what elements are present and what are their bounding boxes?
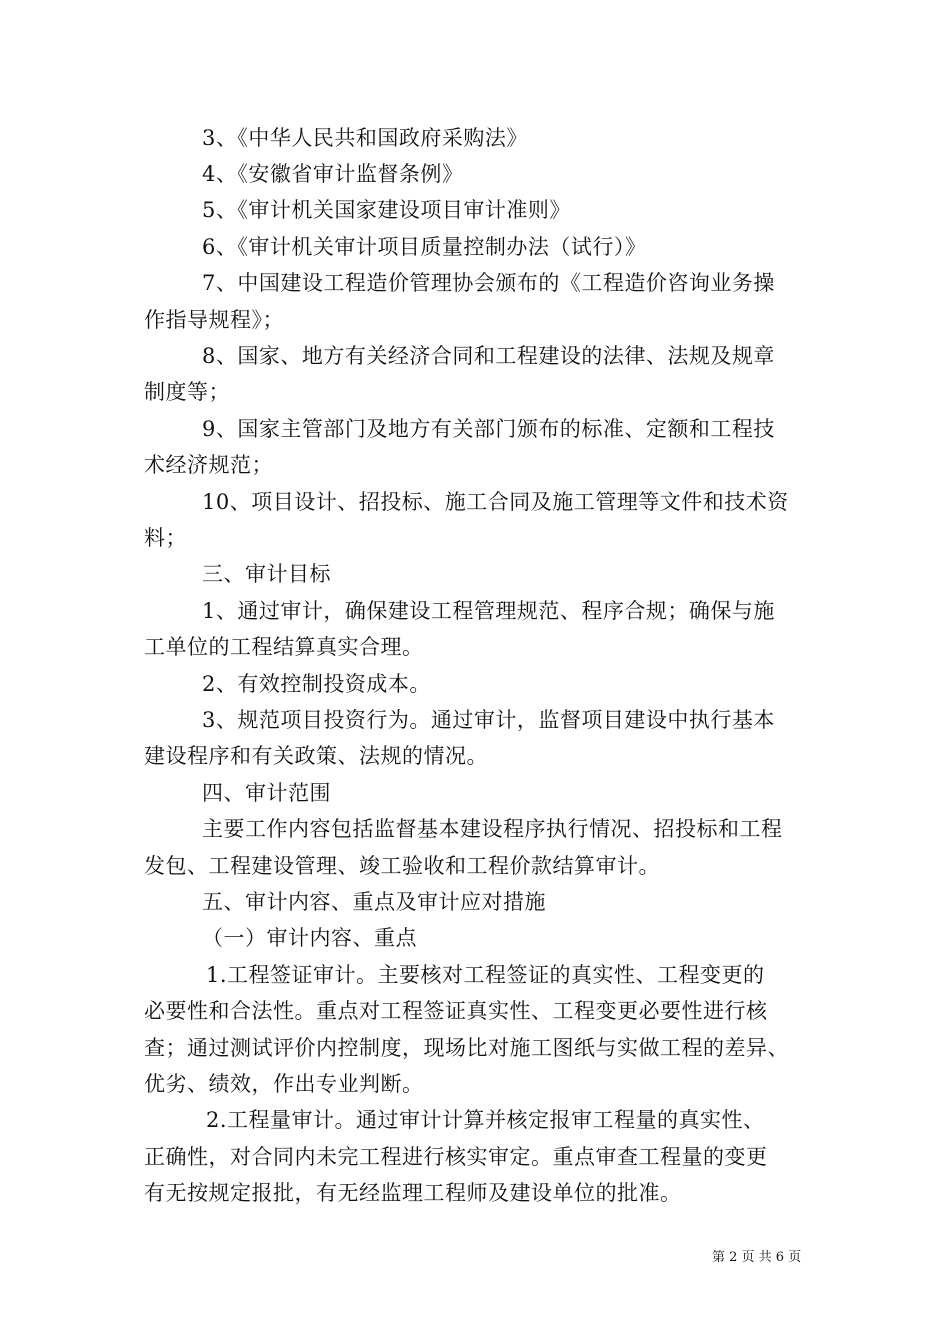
- law-item-7-line1: 7、中国建设工程造价管理协会颁布的《工程造价咨询业务操: [202, 271, 775, 295]
- section-heading-audit-content: 五、审计内容、重点及审计应对措施: [202, 890, 546, 914]
- goal-1-line2: 工单位的工程结算真实合理。: [144, 635, 424, 659]
- law-item-4: 4、《安徽省审计监督条例》: [202, 162, 464, 186]
- law-item-8-line1: 8、国家、地方有关经济合同和工程建设的法律、法规及规章: [202, 344, 775, 368]
- law-item-9-line2: 术经济规范；: [144, 453, 273, 477]
- goal-1-line1: 1、通过审计，确保建设工程管理规范、程序合规；确保与施: [202, 599, 775, 623]
- page-number: 第 2 页 共 6 页: [712, 1250, 802, 1265]
- section-heading-audit-scope: 四、审计范围: [202, 781, 331, 805]
- quantity-audit-line3: 有无按规定报批，有无经监理工程师及建设单位的批准。: [144, 1181, 682, 1205]
- scope-line2: 发包、工程建设管理、竣工验收和工程价款结算审计。: [144, 854, 660, 878]
- law-item-7-line2: 作指导规程》；: [144, 308, 284, 332]
- law-item-8-line2: 制度等；: [144, 380, 230, 404]
- law-item-10-line2: 料；: [144, 526, 187, 550]
- visa-audit-line3: 查；通过测试评价内控制度，现场比对施工图纸与实做工程的差异、: [144, 1036, 789, 1060]
- goal-2: 2、有效控制投资成本。: [202, 672, 431, 696]
- law-item-5: 5、《审计机关国家建设项目审计准则》: [202, 198, 571, 222]
- scope-line1: 主要工作内容包括监督基本建设程序执行情况、招投标和工程: [202, 817, 783, 841]
- law-item-10-line1: 10、项目设计、招投标、施工合同及施工管理等文件和技术资: [202, 490, 789, 514]
- quantity-audit-line1: 2.工程量审计。通过审计计算并核定报审工程量的真实性、: [206, 1108, 765, 1132]
- quantity-audit-line2: 正确性，对合同内未完工程进行核实审定。重点审查工程量的变更: [144, 1145, 768, 1169]
- visa-audit-line4: 优劣、绩效，作出专业判断。: [144, 1072, 424, 1096]
- goal-3-line2: 建设程序和有关政策、法规的情况。: [144, 744, 488, 768]
- law-item-3: 3、《中华人民共和国政府采购法》: [202, 126, 528, 150]
- visa-audit-line2: 必要性和合法性。重点对工程签证真实性、工程变更必要性进行核: [144, 999, 768, 1023]
- visa-audit-line1: 1.工程签证审计。主要核对工程签证的真实性、工程变更的: [206, 963, 765, 987]
- law-item-9-line1: 9、国家主管部门及地方有关部门颁布的标准、定额和工程技: [202, 417, 775, 441]
- law-item-6: 6、《审计机关审计项目质量控制办法（试行）》: [202, 235, 647, 259]
- subsection-heading-content-focus: （一）审计内容、重点: [202, 926, 417, 950]
- goal-3-line1: 3、规范项目投资行为。通过审计，监督项目建设中执行基本: [202, 708, 775, 732]
- section-heading-audit-goals: 三、审计目标: [202, 562, 331, 586]
